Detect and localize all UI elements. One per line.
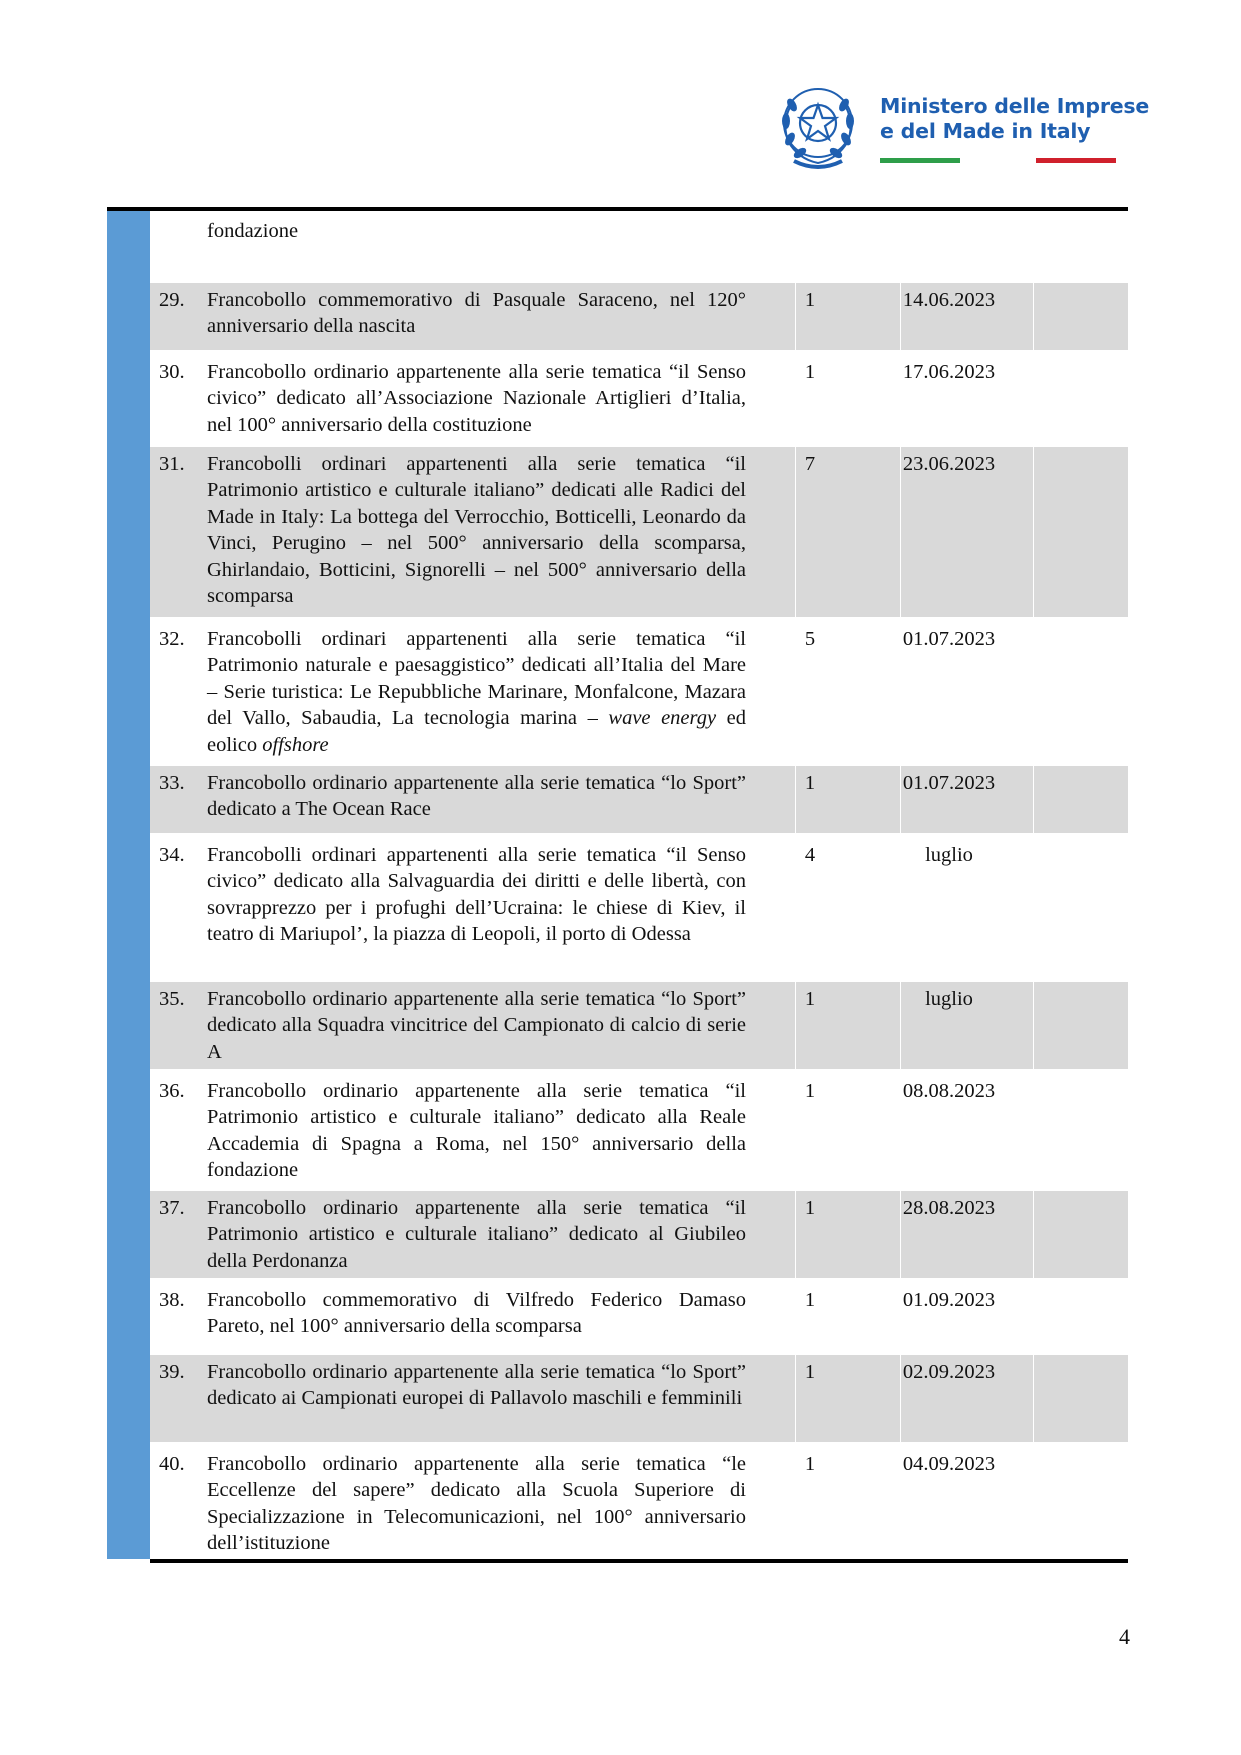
row-quantity: 7 — [804, 453, 816, 475]
row-number: 38. — [159, 1289, 185, 1311]
row-description: Francobollo ordinario appartenente alla serie tematica “il Senso civico” dedicato all’Associazione Nazionale Artiglieri d’Italia, nel 100° anniversario della costituzione — [207, 361, 746, 436]
row-number: 39. — [159, 1361, 185, 1383]
row-date: 01.07.2023 — [902, 628, 996, 650]
italian-republic-emblem-icon — [772, 77, 864, 175]
row-quantity: 1 — [804, 988, 816, 1010]
row-description: Francobollo ordinario appartenente alla serie tematica “il Patrimonio artistico e culturale italiano” dedicato alla Reale Accademia di Spagna a Roma, nel 150° anniversario della fondazione — [207, 1080, 746, 1182]
table-row-37 — [150, 1191, 1128, 1278]
row-description: Francobollo ordinario appartenente alla serie tematica “lo Sport” dedicato alla Squadra vincitrice del Campionato di calcio di serie A — [207, 988, 746, 1063]
page-number: 4 — [1119, 1624, 1130, 1649]
row-description: Francobolli ordinari appartenenti alla serie tematica “il Senso civico” dedicato alla Salvaguardia dei diritti e delle libertà, con sovrapprezzo per i profughi dell’Ucraina: le chiese di Kiev, il teatro di Mariupol’, la piazza di Leopoli, il porto di Odessa — [207, 844, 746, 946]
table-row-continuation — [150, 211, 1128, 269]
row-date: 14.06.2023 — [902, 289, 996, 311]
row-number: 30. — [159, 361, 185, 383]
row-number: 34. — [159, 844, 185, 866]
row-number: 35. — [159, 988, 185, 1010]
table-row-38 — [150, 1283, 1128, 1350]
table-row-39 — [150, 1355, 1128, 1442]
row-quantity: 5 — [804, 628, 816, 650]
row-description: Francobollo commemorativo di Vilfredo Federico Damaso Pareto, nel 100° anniversario della scomparsa — [207, 1289, 746, 1338]
row-number: 37. — [159, 1197, 185, 1219]
row-description-italic-offshore: offshore — [262, 733, 329, 756]
row-number: 40. — [159, 1453, 185, 1475]
row-description: Francobollo commemorativo di Pasquale Saraceno, nel 120° anniversario della nascita — [207, 289, 746, 338]
row-number: 32. — [159, 628, 185, 650]
row-quantity: 1 — [804, 772, 816, 794]
row-date: luglio — [925, 988, 973, 1010]
row-description-italic-wave-energy: wave energy — [608, 707, 717, 730]
row-quantity: 1 — [804, 1289, 816, 1311]
ministry-name-line1: Ministero delle Imprese — [880, 94, 1150, 118]
table-left-strip — [107, 211, 150, 1559]
row-number: 31. — [159, 453, 185, 475]
ministry-name-line2: e del Made in Italy — [880, 119, 1091, 143]
row-quantity: 1 — [804, 289, 816, 311]
row-date: 04.09.2023 — [902, 1453, 996, 1475]
row-quantity: 1 — [804, 1197, 816, 1219]
row-quantity: 4 — [804, 844, 816, 866]
row-number: 29. — [159, 289, 185, 311]
row-date: luglio — [925, 844, 973, 866]
row-quantity: 1 — [804, 361, 816, 383]
table-row-40 — [150, 1447, 1128, 1559]
row-description: Francobolli ordinari appartenenti alla serie tematica “il Patrimonio artistico e culturale italiano” dedicati alle Radici del Made in Italy: La bottega del Verrocchio, Botticelli, Leonardo da Vinci, Perugino – nel 500° anniversario della scomparsa, Ghirlandaio, Botticini, Signorelli – nel 500° anniversario della scomparsa — [207, 453, 746, 608]
table-row-32 — [150, 622, 1128, 761]
row-quantity: 1 — [804, 1453, 816, 1475]
row-description: Francobollo ordinario appartenente alla serie tematica “lo Sport” dedicato a The Ocean Race — [207, 772, 746, 821]
ministry-name — [880, 94, 1149, 144]
row-date: 01.07.2023 — [902, 772, 996, 794]
table-bottom-rule — [150, 1559, 1128, 1563]
row-description: fondazione — [207, 220, 299, 242]
row-date: 23.06.2023 — [902, 453, 996, 475]
row-number: 33. — [159, 772, 185, 794]
row-description-text-mid: ed eolico — [207, 707, 746, 756]
table-row-34 — [150, 838, 1128, 977]
row-date: 17.06.2023 — [902, 361, 996, 383]
table-row-36 — [150, 1074, 1128, 1186]
table-row-29 — [150, 283, 1128, 350]
table-row-35 — [150, 982, 1128, 1069]
row-quantity: 1 — [804, 1080, 816, 1102]
row-quantity: 1 — [804, 1361, 816, 1383]
table-row-31 — [150, 447, 1128, 617]
row-date: 01.09.2023 — [902, 1289, 996, 1311]
row-description: Francobollo ordinario appartenente alla serie tematica “lo Sport” dedicato ai Campionati europei di Pallavolo maschili e femminili — [207, 1361, 746, 1410]
row-date: 28.08.2023 — [902, 1197, 996, 1219]
row-number: 36. — [159, 1080, 185, 1102]
table-row-33 — [150, 766, 1128, 833]
flag-green-bar — [880, 158, 960, 163]
row-description — [207, 626, 746, 758]
row-description: Francobollo ordinario appartenente alla serie tematica “le Eccellenze del sapere” dedicato alla Scuola Superiore di Specializzazione in Telecomunicazioni, nel 100° anniversario dell’istituzione — [207, 1453, 746, 1555]
row-description-text: Francobolli ordinari appartenenti alla serie tematica “il Patrimonio naturale e paesaggistico” dedicati all’Italia del Mare – Serie turistica: Le Repubbliche Marinare, Monfalcone, Mazara del Vallo, Sabaudia, La tecnologia marina – — [207, 628, 746, 730]
row-date: 08.08.2023 — [902, 1080, 996, 1102]
table-row-30 — [150, 355, 1128, 442]
flag-red-bar — [1036, 158, 1116, 163]
row-description: Francobollo ordinario appartenente alla serie tematica “il Patrimonio artistico e culturale italiano” dedicato al Giubileo della Perdonanza — [207, 1197, 746, 1272]
stamp-issues-table — [107, 207, 1128, 1563]
row-date: 02.09.2023 — [902, 1361, 996, 1383]
